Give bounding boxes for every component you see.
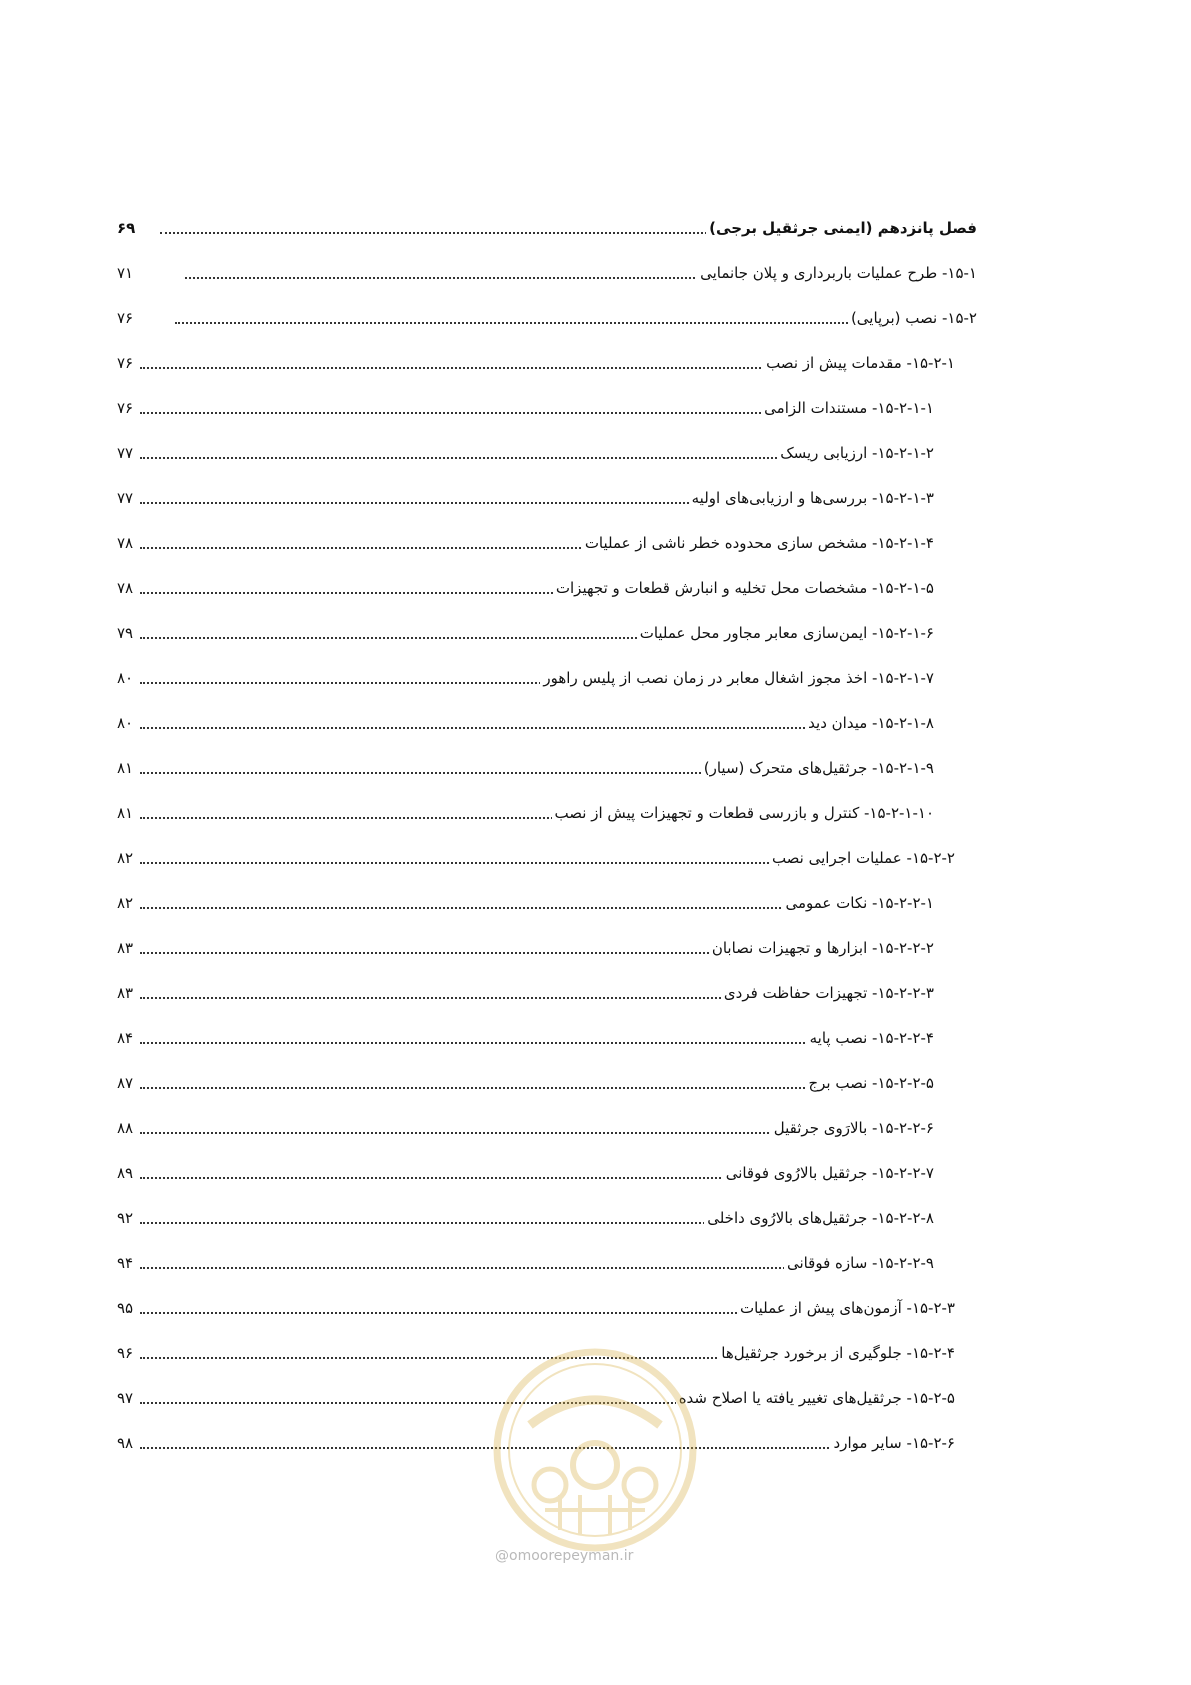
toc-entry[interactable] [0, 213, 1191, 243]
toc-entry-page-number: ۸۷ [117, 1074, 134, 1092]
toc-entry-title: ۱۵-۲-۲-۱- نکات عمومی [782, 888, 934, 918]
toc-entry-page-number: ۹۶ [117, 1344, 134, 1362]
toc-entry-title: ۱۵-۲-۱-۶- ایمن‌سازی معابر مجاور محل عملیات [637, 618, 934, 648]
toc-entry[interactable] [0, 753, 1191, 783]
toc-entry-page-number: ۷۷ [117, 489, 134, 507]
toc-entry-title: ۱۵-۲-۱-۷- اخذ مجوز اشغال معابر در زمان نصب از پلیس راهور [540, 663, 934, 693]
toc-entry-title: ۱۵-۲-۲-۹- سازه فوقانی [784, 1248, 934, 1278]
toc-entry-page-number: ۷۷ [117, 444, 134, 462]
publisher-seal-watermark [490, 1345, 700, 1555]
toc-entry-page-number: ۸۰ [117, 669, 134, 687]
toc-entry-page-number: ۷۶ [117, 309, 134, 327]
toc-entry-title: ۱۵-۲-۳- آزمون‌های پیش از عملیات [737, 1293, 955, 1323]
toc-entry-page-number: ۸۲ [117, 894, 134, 912]
toc-entry[interactable] [0, 798, 1191, 828]
toc-entry-page-number: ۹۲ [117, 1209, 134, 1227]
toc-entry[interactable] [0, 978, 1191, 1008]
toc-entry-title: ۱۵-۲-۱-۹- جرثقیل‌های متحرک (سیار) [701, 753, 934, 783]
toc-entry-title: ۱۵-۲-۲-۴- نصب پایه [807, 1023, 934, 1053]
toc-entry-page-number: ۸۱ [117, 759, 134, 777]
toc-entry-title: ۱۵-۲-۲-۶- بالارَوی جرثقیل [771, 1113, 934, 1143]
toc-entry[interactable] [0, 663, 1191, 693]
toc-entry[interactable] [0, 393, 1191, 423]
toc-entry-title: ۱۵-۲-۱-۱- مستندات الزامی [761, 393, 934, 423]
toc-entry-title: ۱۵-۲-۱-۱۰- کنترل و بازرسی قطعات و تجهیزات پیش از نصب [552, 798, 934, 828]
toc-entry-page-number: ۸۹ [117, 1164, 134, 1182]
toc-entry-page-number: ۷۹ [117, 624, 134, 642]
toc-entry-title: ۱۵-۲- نصب (برپایی) [848, 303, 977, 333]
toc-entry-page-number: ۹۸ [117, 1434, 134, 1452]
toc-entry-page-number: ۷۶ [117, 354, 134, 372]
toc-entry-title: ۱۵-۲-۲-۲- ابزارها و تجهیزات نصابان [709, 933, 934, 963]
toc-entry-title: ۱۵-۲-۵- جرثقیل‌های تغییر یافته یا اصلاح شده [676, 1383, 955, 1413]
toc-entry-title: ۱۵-۲-۲- عملیات اجرایی نصب [769, 843, 955, 873]
toc-entry[interactable] [0, 303, 1191, 333]
toc-entry-page-number: ۷۱ [117, 264, 134, 282]
toc-entry[interactable] [0, 1113, 1191, 1143]
toc-entry-page-number: ۷۸ [117, 534, 134, 552]
toc-entry-page-number: ۸۴ [117, 1029, 134, 1047]
toc-entry-page-number: ۸۰ [117, 714, 134, 732]
toc-entry-title: ۱۵-۲-۶- سایر موارد [831, 1428, 955, 1458]
toc-entry-title: ۱۵-۲-۱-۳- بررسی‌ها و ارزیابی‌های اولیه [689, 483, 934, 513]
toc-entry-page-number: ۸۲ [117, 849, 134, 867]
toc-entry-title: ۱۵-۲-۲-۸- جرثقیل‌های بالارُوی داخلی [704, 1203, 934, 1233]
toc-entry-page-number: ۷۶ [117, 399, 134, 417]
toc-entry[interactable] [0, 618, 1191, 648]
toc-entry[interactable] [0, 1023, 1191, 1053]
toc-entry[interactable] [0, 348, 1191, 378]
toc-entry-page-number: ۹۷ [117, 1389, 134, 1407]
toc-entry[interactable] [0, 843, 1191, 873]
toc-entry-page-number: ۶۹ [117, 219, 136, 237]
toc-entry[interactable] [0, 438, 1191, 468]
toc-entry-page-number: ۸۸ [117, 1119, 134, 1137]
toc-entry-page-number: ۸۱ [117, 804, 134, 822]
toc-entry[interactable] [0, 1068, 1191, 1098]
toc-entry-title: ۱۵-۲-۲-۳- تجهیزات حفاظت فردی [721, 978, 934, 1008]
toc-entry-title: ۱۵-۲-۱- مقدمات پیش از نصب [763, 348, 955, 378]
toc-entry[interactable] [0, 1248, 1191, 1278]
toc-entry[interactable] [0, 708, 1191, 738]
toc-entry-title: ۱۵-۲-۲-۵- نصب برج [805, 1068, 934, 1098]
toc-entry-title: ۱۵-۲-۴- جلوگیری از برخورد جرثقیل‌ها [718, 1338, 955, 1368]
toc-entry[interactable] [0, 1158, 1191, 1188]
toc-entry[interactable] [0, 888, 1191, 918]
toc-entry[interactable] [0, 483, 1191, 513]
toc-entry[interactable] [0, 528, 1191, 558]
toc-entry-page-number: ۷۸ [117, 579, 134, 597]
watermark-text: @omoorepeyman.ir [495, 1548, 634, 1564]
toc-entry-page-number: ۹۵ [117, 1299, 134, 1317]
toc-entry-page-number: ۸۳ [117, 939, 134, 957]
toc-entry-page-number: ۸۳ [117, 984, 134, 1002]
toc-entry[interactable] [0, 573, 1191, 603]
toc-entry[interactable] [0, 933, 1191, 963]
toc-entry-title: ۱۵-۲-۱-۲- ارزیابی ریسک [777, 438, 934, 468]
toc-entry-title: ۱۵-۱- طرح عملیات باربرداری و پلان جانمایی [697, 258, 977, 288]
toc-entry-title: ۱۵-۲-۱-۵- مشخصات محل تخلیه و انبارش قطعات و تجهیزات [553, 573, 934, 603]
toc-entry-title: ۱۵-۲-۱-۴- مشخص سازی محدوده خطر ناشی از عملیات [582, 528, 934, 558]
toc-entry[interactable] [0, 258, 1191, 288]
toc-entry-title: ۱۵-۲-۱-۸- میدان دید [805, 708, 934, 738]
toc-entry[interactable] [0, 1203, 1191, 1233]
toc-entry[interactable] [0, 1293, 1191, 1323]
toc-entry-page-number: ۹۴ [117, 1254, 134, 1272]
toc-entry-title: فصل پانزدهم (ایمنی جرثقیل برجی) [706, 213, 977, 243]
toc-entry-title: ۱۵-۲-۲-۷- جرثقیل بالارُوی فوقانی [723, 1158, 934, 1188]
